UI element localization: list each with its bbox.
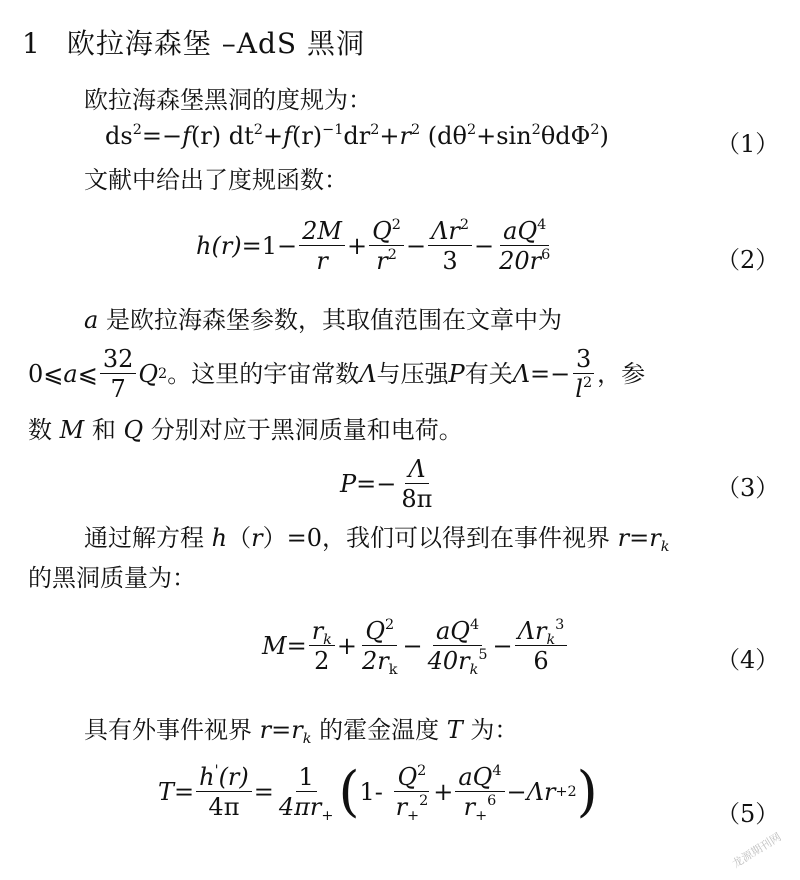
equation-2: h(r) =1− $\frac{2M}{r}$ + $\frac{Q^2}{r^2}$ − $\frac{\Lambda r^2}{3}$ − $\frac{aQ^4}{20r^6}$ <box>196 216 551 276</box>
section-title: 欧拉海森堡 –AdS 黑洞 <box>66 27 365 60</box>
equation-4: M = $\frac{r_k}{2}$ + $\frac{Q^2}{2r_k}$ − $\frac{aQ^4}{40r_k^5}$ − $\frac{\Lambda r_k^3}{6}$ <box>262 618 569 675</box>
equation-1-number: （1） <box>716 130 780 158</box>
paragraph-parameter-line1: a 是欧拉海森堡参数，其取值范围在文章中为 <box>84 306 562 334</box>
paragraph-hawking: 具有外事件视界 $r=r_k$ 的霍金温度 T 为： <box>84 716 519 748</box>
equation-3: P =− $\frac{\Lambda}{8\pi}$ <box>340 455 433 514</box>
paragraph-metric-intro: 欧拉海森堡黑洞的度规为： <box>84 86 372 114</box>
equation-5: T = $\frac{h'(r)}{4\pi}$ = $\frac{1}{4\pi r_+}$ ( 1- $\frac{Q^2}{r_+^2}$ + $\frac{aQ^4}{r_+^6}$ − Λr + 2 ) <box>158 760 598 825</box>
paragraph-metric-function: 文献中给出了度规函数： <box>84 166 348 194</box>
section-number: 1 <box>22 27 41 60</box>
paragraph-solve-line1: 通过解方程 h（r）=0，我们可以得到在事件视界 $r=r_k$ <box>84 524 670 556</box>
equation-3-number: （3） <box>716 474 780 502</box>
paragraph-solve-line2: 的黑洞质量为： <box>28 564 196 592</box>
equation-2-number: （2） <box>716 246 780 274</box>
paragraph-parameter-line2: 0⩽ a ⩽ $\frac{32}{7}$ Q 2 。这里的宇宙常数 Λ 与压强 P 有关 Λ =− $\frac{3}{l^2}$ ，参 <box>28 345 646 404</box>
section-heading <box>22 22 365 62</box>
equation-4-number: （4） <box>716 646 780 674</box>
equation-1: $ds^2=-f(r)$ $dt^2+f(r)^{-1}dr^2+r^2$ $(d\theta^2+\sin^2\theta d\Phi^2)$ <box>105 121 609 150</box>
equation-5-number: （5） <box>716 800 780 828</box>
watermark: 龙源期刊网 <box>729 830 784 871</box>
paragraph-parameter-line3: 数 M 和 Q 分别对应于黑洞质量和电荷。 <box>28 416 463 444</box>
